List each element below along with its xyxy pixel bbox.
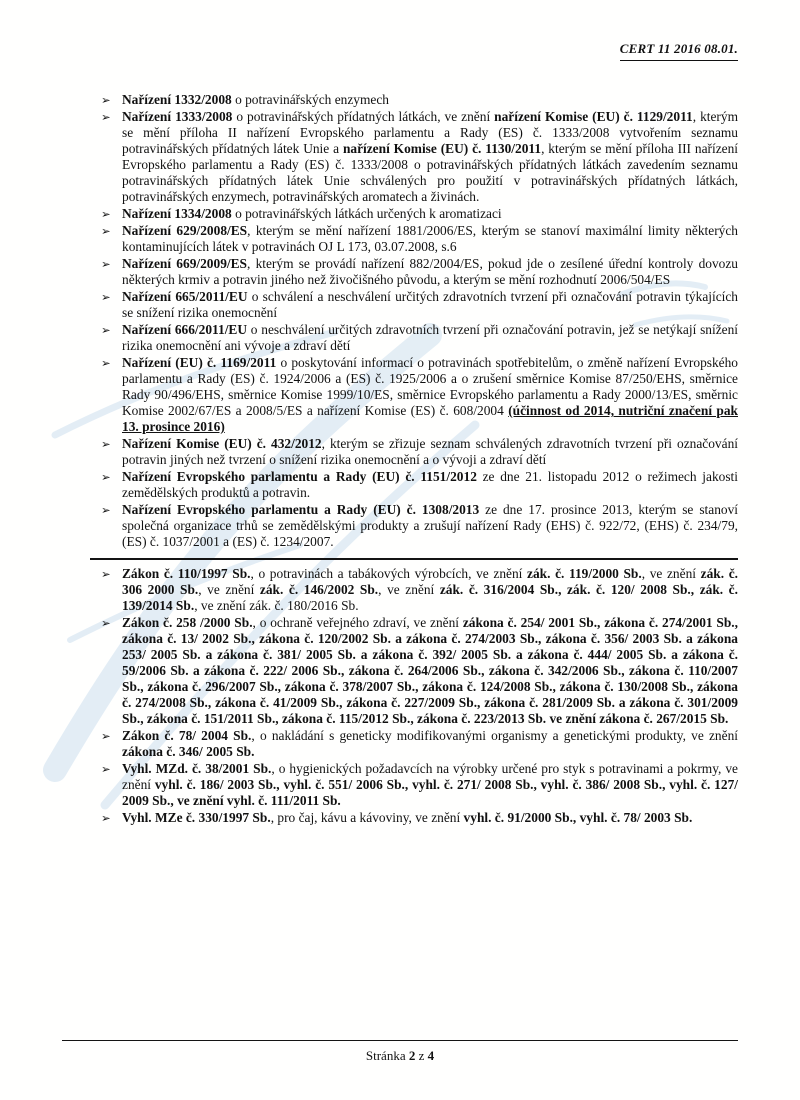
list-item-text: Nařízení 1334/2008 o potravinářských látkách určených k aromatizaci — [122, 206, 502, 221]
document-code: CERT 11 2016 08.01. — [620, 41, 738, 61]
list-item-text: Nařízení 1333/2008 o potravinářských přídatných látkách, ve znění nařízení Komise (EU) č. 1129/2011, kterým se mění příloha II nařízení Evropského parlamentu a Rady (ES) č. 1333/2008 vytvořením seznamu potravinářských přídatných látek Unie a nařízení Komise (EU) č. 1130/2011, kterým se mění příloha III nařízení Evropského parlamentu a Rady (ES) č. 1333/2008 o potravinářských přídatných látkách zavedením seznamu potravinářských přídatných látek Unie schválených pro použití v potravinářských přídatných látkách, potravinářských enzymech, potravinářských aromatech a živinách. — [122, 109, 738, 204]
arrow-bullet-icon: ➢ — [101, 324, 111, 337]
arrow-bullet-icon: ➢ — [101, 504, 111, 517]
list-item-text: Vyhl. MZd. č. 38/2001 Sb., o hygienických požadavcích na výrobky určené pro styk s potravinami a pokrmy, ve znění vyhl. č. 186/ 2003 Sb., vyhl. č. 551/ 2006 Sb., vyhl. č. 271/ 2008 Sb., vyhl. č. 386/ 2008 Sb., vyhl. č. 127/ 2009 Sb., ve znění vyhl. č. 111/2011 Sb. — [122, 761, 738, 808]
list-item-text: Nařízení Evropského parlamentu a Rady (EU) č. 1308/2013 ze dne 17. prosince 2013, kterým se stanoví společná organizace trhů se zemědělskými produkty a zrušují nařízení Rady (EHS) č. 922/72, (EHS) č. 234/79, (ES) č. 1037/2001 a (ES) č. 1234/2007. — [122, 502, 739, 549]
list-item — [101, 502, 739, 550]
list-item-text: Nařízení 629/2008/ES, kterým se mění nařízení 1881/2006/ES, kterým se stanoví maximální limity některých kontaminujících látek v potravinách OJ L 173, 03.07.2008, s.6 — [122, 223, 739, 254]
arrow-bullet-icon: ➢ — [101, 111, 111, 124]
page-number-total: 4 — [427, 1048, 435, 1063]
list-item-text: Nařízení 669/2009/ES, kterým se provádí nařízení 882/2004/ES, pokud jde o zesílené úřední kontroly dovozu některých krmiv a potravin jiného než živočišného původu, a kterým se mění rozhodnutí 2006/504/ES — [122, 256, 738, 287]
arrow-bullet-icon: ➢ — [101, 94, 111, 107]
arrow-bullet-icon: ➢ — [101, 812, 111, 825]
list-item — [101, 322, 738, 354]
list-item — [101, 436, 738, 468]
arrow-bullet-icon: ➢ — [101, 438, 111, 451]
list-item — [101, 615, 738, 727]
list-item — [101, 223, 739, 255]
list-item — [101, 761, 738, 809]
arrow-bullet-icon: ➢ — [101, 208, 111, 221]
page-header — [620, 40, 738, 61]
list-item — [101, 109, 738, 205]
list-item — [101, 289, 739, 321]
list-item-text: Nařízení 666/2011/EU o neschválení určitých zdravotních tvrzení při označování potravin, jež se netýkají snížení rizika onemocnění ani vývoje a zdraví dětí — [122, 322, 738, 353]
arrow-bullet-icon: ➢ — [101, 763, 111, 776]
list-item — [101, 355, 739, 435]
list-item-text: Nařízení Komise (EU) č. 432/2012, kterým se zřizuje seznam schválených zdravotních tvrzení při označování potravin jiných než tvrzení o snížení rizika onemocnění a o vývoji a zdraví dětí — [122, 436, 738, 467]
page-number-separator: z — [418, 1048, 425, 1063]
page-footer — [0, 1040, 800, 1064]
page-number-current: 2 — [408, 1048, 416, 1063]
document-body — [0, 92, 800, 826]
page-number-label: Stránka — [365, 1048, 406, 1063]
arrow-bullet-icon: ➢ — [101, 617, 111, 630]
national-laws-list — [101, 566, 738, 826]
arrow-bullet-icon: ➢ — [101, 730, 111, 743]
list-item — [101, 566, 738, 614]
list-item — [101, 92, 738, 108]
arrow-bullet-icon: ➢ — [101, 568, 111, 581]
arrow-bullet-icon: ➢ — [101, 471, 111, 484]
list-item — [101, 206, 738, 222]
eu-regulations-list — [101, 92, 739, 550]
section-divider — [90, 558, 738, 560]
list-item-text: Zákon č. 258 /2000 Sb., o ochraně veřejného zdraví, ve znění zákona č. 254/ 2001 Sb., zákona č. 274/2001 Sb., zákona č. 13/ 2002 Sb., zákona č. 120/2002 Sb. a zákona č. 274/2003 Sb., zákona č. 356/ 2003 Sb. a zákona 253/ 2005 Sb. a zákona č. 381/ 2005 Sb. a zákona č. 392/ 2005 Sb. a zákona č. 444/ 2005 Sb. a zákona č. 59/2006 Sb. a zákona č. 222/ 2006 Sb., zákona č. 264/2006 Sb., zákona č. 342/2006 Sb., zákona č. 110/2007 Sb., zákona č. 296/2007 Sb., zákona č. 378/2007 Sb., zákona č. 124/2008 Sb., zákona č. 130/2008 Sb., zákona č. 274/2008 Sb., zákona č. 41/2009 Sb., zákona č. 227/2009 Sb., zákona č. 281/2009 Sb. a zákona č. 301/2009 Sb., zákona č. 151/2011 Sb., zákona č. 115/2012 Sb., zákona č. 223/2013 Sb. ve znění zákona č. 267/2015 Sb. — [122, 615, 738, 726]
list-item-text: Zákon č. 78/ 2004 Sb., o nakládání s geneticky modifikovanými organismy a genetickými produkty, ve znění zákona č. 346/ 2005 Sb. — [122, 728, 738, 759]
list-item — [101, 728, 738, 760]
list-item-text: Vyhl. MZe č. 330/1997 Sb., pro čaj, kávu a kávoviny, ve znění vyhl. č. 91/2000 Sb., vyhl. č. 78/ 2003 Sb. — [122, 810, 693, 825]
list-item-text: Nařízení (EU) č. 1169/2011 o poskytování informací o potravinách spotřebitelům, o změně nařízení Evropského parlamentu a Rady (ES) č. 1924/2006 a (ES) č. 1925/2006 a o zrušení směrnice Komise 87/250/EHS, směrnice Rady 90/496/EHS, směrnice Komise 1999/10/ES, směrnice Evropského parlamentu a Rady 2000/13/ES, směrnic Komise 2002/67/ES a 2008/5/ES a nařízení Komise (ES) č. 608/2004 (účinnost od 2014, nutriční značení pak 13. prosince 2016) — [122, 355, 739, 434]
list-item — [101, 810, 738, 826]
list-item-text: Nařízení 1332/2008 o potravinářských enzymech — [122, 92, 389, 107]
list-item-text: Zákon č. 110/1997 Sb., o potravinách a tabákových výrobcích, ve znění zák. č. 119/2000 Sb., ve znění zák. č. 306 2000 Sb., ve znění zák. č. 146/2002 Sb., ve znění zák. č. 316/2004 Sb., zák. č. 120/ 2008 Sb., zák. č. 139/2014 Sb., ve znění zák. č. 180/2016 Sb. — [122, 566, 738, 613]
page-number — [0, 1041, 800, 1064]
list-item — [101, 256, 738, 288]
arrow-bullet-icon: ➢ — [101, 357, 111, 370]
list-item-text: Nařízení Evropského parlamentu a Rady (EU) č. 1151/2012 ze dne 21. listopadu 2012 o režimech jakosti zemědělských produktů a potravin. — [122, 469, 738, 500]
arrow-bullet-icon: ➢ — [101, 291, 111, 304]
arrow-bullet-icon: ➢ — [101, 225, 111, 238]
arrow-bullet-icon: ➢ — [101, 258, 111, 271]
list-item-text: Nařízení 665/2011/EU o schválení a neschválení určitých zdravotních tvrzení při označování potravin týkajících se snížení rizika onemocnění — [122, 289, 739, 320]
list-item — [101, 469, 738, 501]
